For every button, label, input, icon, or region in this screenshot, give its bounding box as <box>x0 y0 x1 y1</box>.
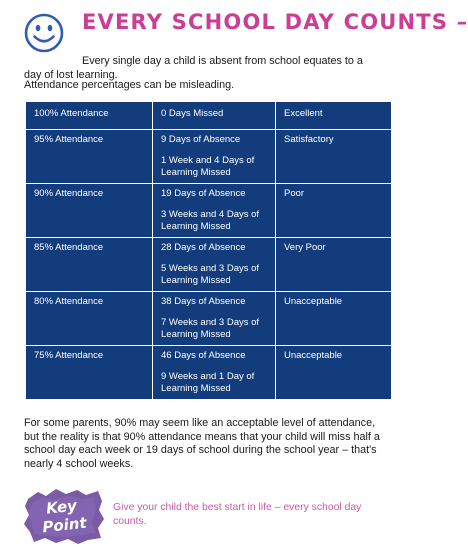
days-absence-text: 46 Days of Absence <box>161 350 246 361</box>
days-absence-text: 28 Days of Absence <box>161 242 246 253</box>
attendance-cell: 80% Attendance <box>26 292 153 346</box>
page-title: EVERY SCHOOL DAY COUNTS – <box>82 10 468 34</box>
key-point-label-point: Point <box>41 513 88 537</box>
days-absence-text: 19 Days of Absence <box>161 188 246 199</box>
rating-cell: Unacceptable <box>276 292 392 346</box>
learning-missed-text: 3 Weeks and 4 Days of Learning Missed <box>161 209 260 232</box>
days-absence-text: 38 Days of Absence <box>161 296 246 307</box>
days-missed-cell <box>153 130 276 184</box>
days-missed-cell <box>153 184 276 238</box>
closing-paragraph: For some parents, 90% may seem like an acceptable level of attendance, but the reality is that 90% attendance means that your child will miss half a school day each week or 19 days of school during the school year – that's nearly 4 school weeks. <box>24 416 380 470</box>
attendance-cell: 75% Attendance <box>26 346 153 400</box>
rating-cell: Excellent <box>276 102 392 130</box>
days-missed-cell <box>153 292 276 346</box>
table-row <box>26 130 392 184</box>
days-missed-cell <box>153 238 276 292</box>
rating-cell: Unacceptable <box>276 346 392 400</box>
key-point-badge <box>22 487 106 545</box>
rating-cell: Poor <box>276 184 392 238</box>
key-point-label-key: Key <box>45 496 78 518</box>
days-missed-cell: 0 Days Missed <box>153 102 276 130</box>
learning-missed-text: 7 Weeks and 3 Days of Learning Missed <box>161 317 260 340</box>
table-row <box>26 346 392 400</box>
days-absence-text: 9 Days of Absence <box>161 134 241 145</box>
table-row <box>26 292 392 346</box>
attendance-cell: 100% Attendance <box>26 102 153 130</box>
rating-cell: Satisfactory <box>276 130 392 184</box>
table-row <box>26 184 392 238</box>
smiley-face-icon <box>24 13 64 53</box>
key-point-text: Give your child the best start in life – every school day counts. <box>113 502 362 527</box>
days-missed-cell <box>153 346 276 400</box>
table-row <box>26 238 392 292</box>
attendance-table <box>25 101 392 400</box>
rating-cell: Very Poor <box>276 238 392 292</box>
learning-missed-text: 1 Week and 4 Days of Learning Missed <box>161 155 255 178</box>
attendance-cell: 95% Attendance <box>26 130 153 184</box>
learning-missed-text: 5 Weeks and 3 Days of Learning Missed <box>161 263 260 286</box>
attendance-cell: 90% Attendance <box>26 184 153 238</box>
attendance-cell: 85% Attendance <box>26 238 153 292</box>
table-row <box>26 102 392 130</box>
misleading-note: Attendance percentages can be misleading. <box>24 79 235 91</box>
intro-text: Every single day a child is absent from school equates to a day of lost learning. <box>24 54 363 81</box>
learning-missed-text: 9 Weeks and 1 Day of Learning Missed <box>161 371 255 394</box>
